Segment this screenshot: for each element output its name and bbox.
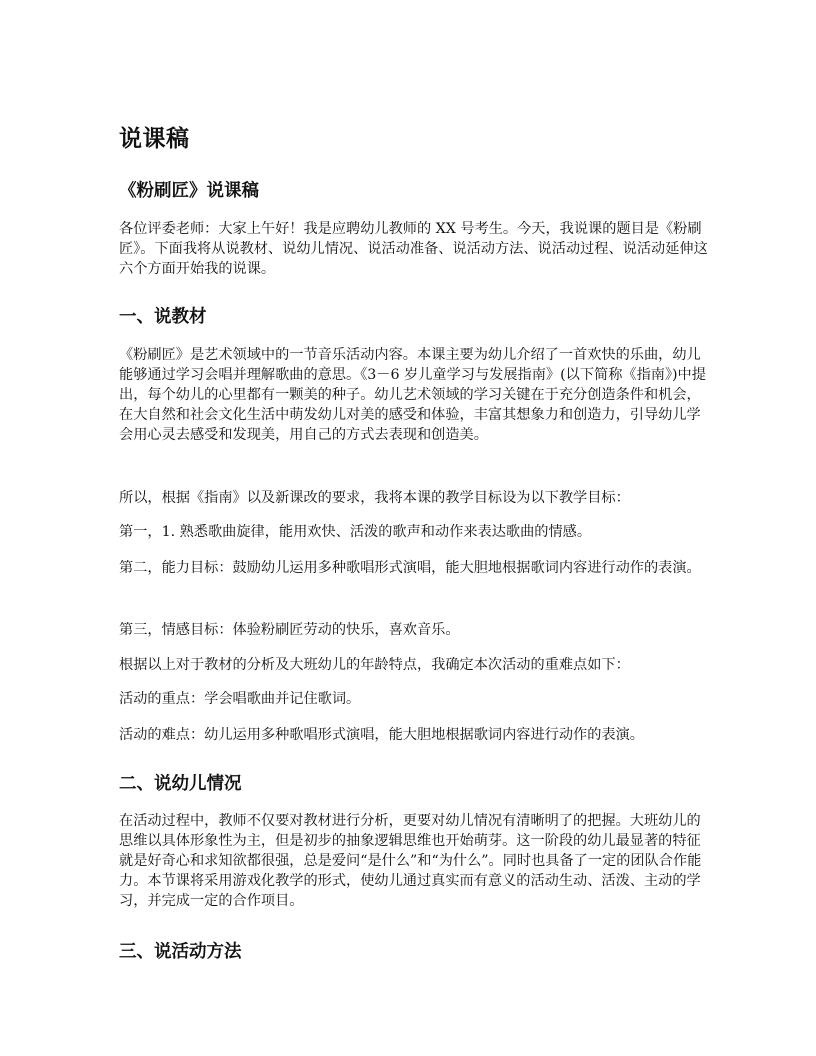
document-subtitle: 《粉刷匠》说课稿 (119, 181, 259, 201)
section-1-paragraph-5: 第三，情感目标：体验粉刷匠劳动的快乐，喜欢音乐。 (119, 622, 460, 638)
document-title: 说课稿 (119, 126, 190, 152)
section-heading-3: 三、说活动方法 (119, 942, 242, 962)
section-1-paragraph-7: 活动的重点：学会唱歌曲并记住歌词。 (119, 691, 361, 707)
section-1-paragraph-8: 活动的难点：幼儿运用多种歌唱形式演唱，能大胆地根据歌词内容进行动作的表演。 (119, 727, 644, 743)
section-1-paragraph-6: 根据以上对于教材的分析及大班幼儿的年龄特点，我确定本次活动的重难点如下： (119, 657, 630, 673)
section-heading-2: 二、说幼儿情况 (119, 774, 242, 794)
intro-paragraph: 各位评委老师：大家上午好！我是应聘幼儿教师的 XX 号考生。今天，我说课的题目是《粉刷匠》。下面我将从说教材、说幼儿情况、说活动准备、说活动方法、说活动过程、说活动延伸这六个方面开始我的说课。 (119, 221, 708, 277)
section-2-paragraph-1: 在活动过程中，教师不仅要对教材进行分析，更要对幼儿情况有清晰明了的把握。大班幼儿的思维以具体形象性为主，但是初步的抽象逻辑思维也开始萌芽。这一阶段的幼儿最显著的特征就是好奇心和求知欲都很强，总是爱问“是什么”和“为什么”。同时也具备了一定的团队合作能力。本节课将采用游戏化教学的形式，使幼儿通过真实而有意义的活动生动、活泼、主动的学习，并完成一定的合作项目。 (119, 813, 702, 909)
section-1-paragraph-2: 所以，根据《指南》以及新课改的要求，我将本课的教学目标设为以下教学目标： (119, 490, 630, 506)
section-1-paragraph-1: 《粉刷匠》是艺术领域中的一节音乐活动内容。本课主要为幼儿介绍了一首欢快的乐曲，幼儿能够通过学习会唱并理解歌曲的意思。《3－6 岁儿童学习与发展指南》(以下简称《指南》)中提出，每个幼儿的心里都有一颗美的种子。幼儿艺术领域的学习关键在于充分创造条件和机会，在大自然和社会文化生活中萌发幼儿对美的感受和体验，丰富其想象力和创造力，引导幼儿学会用心灵去感受和发现美，用自己的方式去表现和创造美。 (119, 347, 706, 443)
section-1-paragraph-3: 第一，1. 熟悉歌曲旋律，能用欢快、活泼的歌声和动作来表达歌曲的情感。 (119, 524, 592, 540)
section-heading-1: 一、说教材 (119, 307, 207, 327)
section-1-paragraph-4: 第二，能力目标：鼓励幼儿运用多种歌唱形式演唱，能大胆地根据歌词内容进行动作的表演。 (119, 560, 701, 576)
